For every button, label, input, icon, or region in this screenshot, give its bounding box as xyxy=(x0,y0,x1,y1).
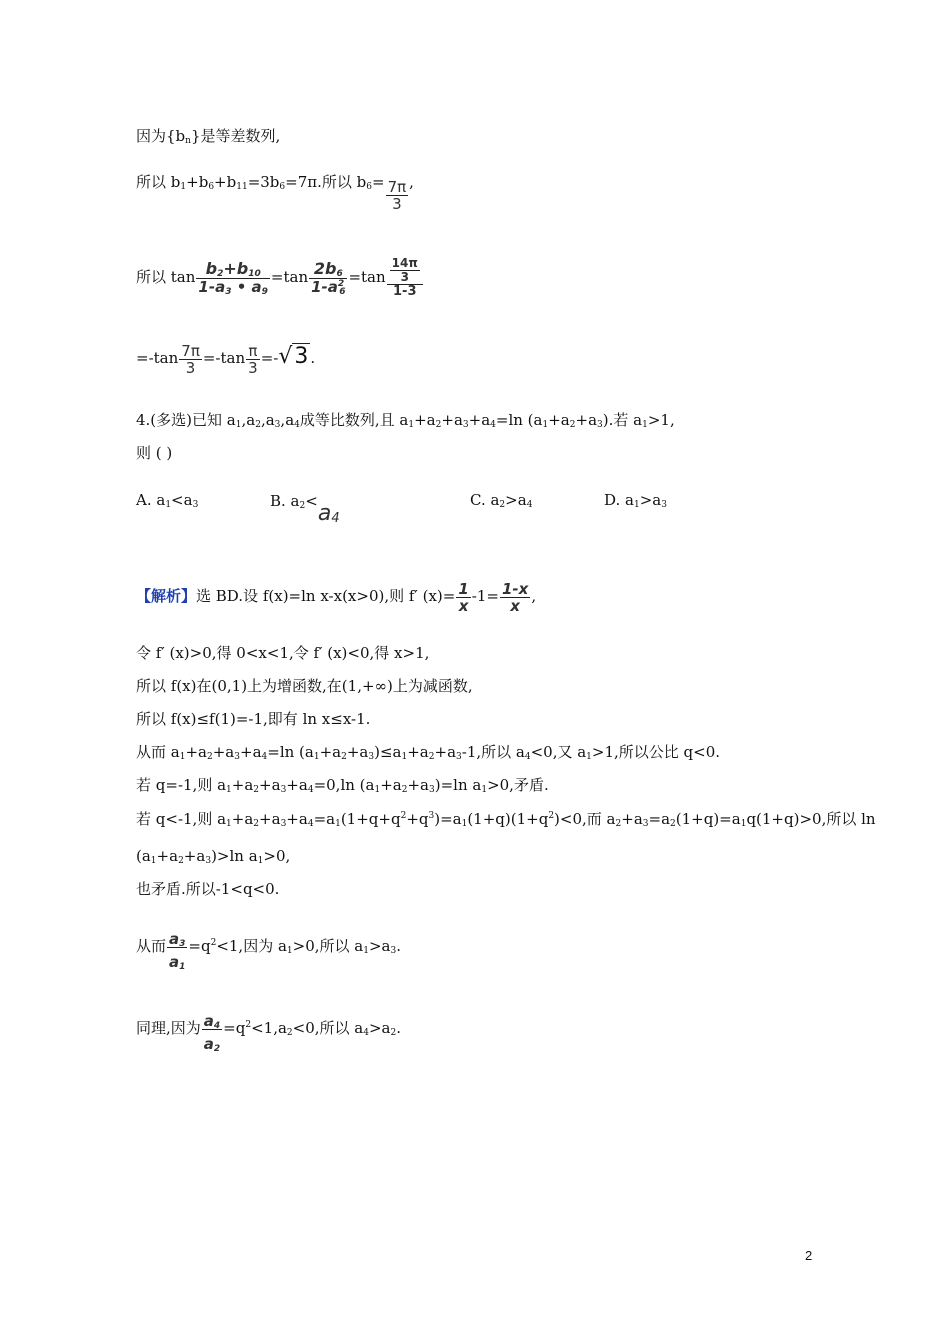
page-number: 2 xyxy=(805,1248,813,1263)
line-bn-arithmetic: 因为$\{b_n\}$是等差数列, xyxy=(136,127,281,146)
solution-line-6: 若 q=-1,则 $a_1+a_2+a_3+a_4=0,\ln$ $(a_1+a_2+a_3)=\ln$ $a_1>0$,矛盾. xyxy=(136,776,549,795)
solution-line-11: 同理,因为 $\frac{a_4}{a_2}$ $=q^2<1,a_2<0$,所以 $a_4>a_2$. xyxy=(136,1011,402,1054)
solution-line-3: 所以 f(x)在(0,1)上为增函数,在(1,+∞)上为减函数, xyxy=(136,677,473,695)
line-tan-result: =-tan $\frac{7\pi}{3}$ =-tan $\frac{\pi}{3}$ =-√3 . xyxy=(136,341,316,377)
solution-line-7: 若 q<-1,则 $a_1+a_2+a_3+a_4=a_1(1+q+q^2+q^3)=a_1(1+q)(1+q^2)<0$,而 $a_2+a_3=a_2(1+q)=a_1q(1+q)>0$,所以 ln xyxy=(136,810,876,829)
option-d: D. $a_1>a_3$ xyxy=(604,491,667,510)
line-tan-expression: 所以 tan $\frac{b_2+b_{10}}{1-a_3 • a_9}$ =tan $\frac{2b_6}{1-a^2_6}$ =tan $\frac{\frac{14\pi}{3}}{1-3}$ xyxy=(136,252,424,302)
option-c: C. $a_2>a_4$ xyxy=(470,491,533,510)
solution-line-10: 从而 $\frac{a_3}{a_1}$ $=q^2<1$,因为 $a_1>0$,所以 $a_1>a_3$. xyxy=(136,929,402,972)
option-a: A. $a_1<a_3$ xyxy=(136,491,199,510)
question-4-blank: 则 ( ) xyxy=(136,444,173,462)
solution-line-9: 也矛盾.所以-1<q<0. xyxy=(136,880,280,898)
solution-line-4: 所以 f(x)≤f(1)=-1,即有 ln x≤x-1. xyxy=(136,710,371,728)
question-4-stem: 4.(多选)已知 $a_1,a_2,a_3,a_4$成等比数列,且 $a_1+a_2+a_3+a_4=\ln$ $(a_1+a_2+a_3)$.若 $a_1>1$, xyxy=(136,411,675,430)
solution-line-8: $(a_1+a_2+a_3)>\ln$ $a_1>0$, xyxy=(136,847,291,866)
analysis-tag: 【解析】 xyxy=(136,587,197,605)
line-b6-value: 所以 $b_1+b_6+b_{11}=3b_6=7\pi$.所以 $b_6=$ $\frac{7\pi}{3}$ , xyxy=(136,173,414,213)
solution-line-1: 【解析】选 BD.设 f(x)=ln x-x(x>0),则 f′ (x)= $\frac{1}{x}$ -1= $\frac{1-x}{x}$ , xyxy=(136,579,537,615)
solution-line-2: 令 f′ (x)>0,得 0<x<1,令 f′ (x)<0,得 x>1, xyxy=(136,644,430,662)
option-b: B. $a_2<a_4$ xyxy=(270,492,340,526)
solution-line-5: 从而 $a_1+a_2+a_3+a_4=\ln$ $(a_1+a_2+a_3)\le a_1+a_2+a_3-1$,所以 $a_4<0$,又 $a_1>1$,所以公比 q<0. xyxy=(136,743,721,762)
